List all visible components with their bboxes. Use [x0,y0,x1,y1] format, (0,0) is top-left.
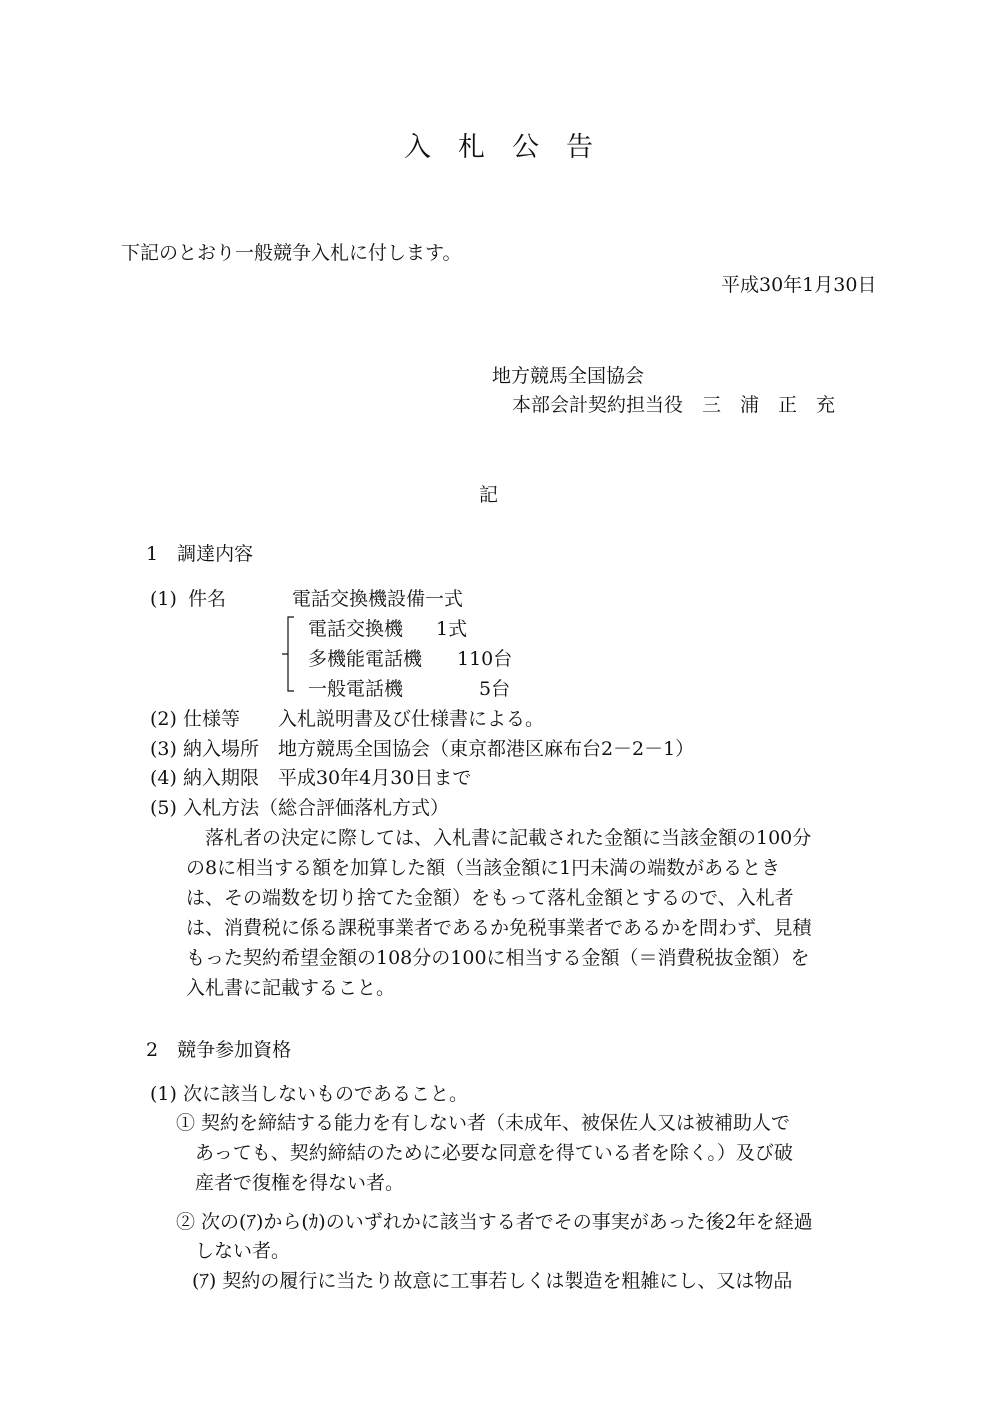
subitem-qty: 1式 [436,618,468,640]
issuer-officer: 本部会計契約担当役 三 浦 正 充 [512,394,836,416]
item5-body-line: は、消費税に係る課税事業者であるか免税事業者であるかを問わず、見積 [186,917,812,939]
subitem-qty: 110台 [457,648,513,670]
point1-line: ① 契約を締結する能力を有しない者（未成年、被保佐人又は被補助人で [176,1112,791,1134]
item5-body-line: 落札者の決定に際しては、入札書に記載された金額に当該金額の100分 [186,827,812,849]
item1-label: 件名 [188,588,227,610]
item1-number: (1) [150,588,177,610]
item5-body-line: 入札書に記載すること。 [186,977,396,999]
item3-delivery-place: (3) 納入場所 地方競馬全国協会（東京都港区麻布台2－2－1） [150,738,695,760]
item1-value: 電話交換機設備一式 [292,588,464,610]
ki-heading: 記 [479,484,499,506]
item5-bid-method: (5) 入札方法（総合評価落札方式） [150,797,449,819]
point2-line: しない者。 [176,1240,291,1262]
point2-line: ② 次の(ｱ)から(ｶ)のいずれかに該当する者でその事実があった後2年を経過 [176,1211,813,1233]
item4-delivery-deadline: (4) 納入期限 平成30年4月30日まで [150,767,472,789]
notice-date: 平成30年1月30日 [721,274,877,296]
intro-text: 下記のとおり一般競争入札に付します。 [121,242,462,264]
sub-item-a: (ｱ) 契約の履行に当たり故意に工事若しくは製造を粗雑にし、又は物品 [192,1270,793,1292]
item5-body-line: の8に相当する額を加算した額（当該金額に1円未満の端数があるとき [186,857,781,879]
page-title: 入 札 公 告 [404,132,593,163]
subitem-name: 電話交換機 [308,618,404,640]
item5-body-line: は、その端数を切り捨てた金額）をもって落札金額とするので、入札者 [186,887,794,909]
item2-specification: (2) 仕様等 入札説明書及び仕様書による。 [150,708,544,730]
brace-bracket [282,616,294,692]
subitem-name: 多機能電話機 [308,648,423,670]
section2-item1: (1) 次に該当しないものであること。 [150,1083,468,1105]
section2-heading: 2 競争参加資格 [146,1039,292,1061]
point1-line: あっても、契約締結のために必要な同意を得ている者を除く。）及び破 [176,1142,793,1164]
subitem-name: 一般電話機 [308,678,404,700]
section1-heading: 1 調達内容 [146,543,254,565]
item5-body-line: もった契約希望金額の108分の100に相当する金額（＝消費税抜金額）を [186,947,810,969]
point1-line: 産者で復権を得ない者。 [176,1172,405,1194]
issuer-organization: 地方競馬全国協会 [492,365,645,387]
subitem-qty: 5台 [479,678,511,700]
